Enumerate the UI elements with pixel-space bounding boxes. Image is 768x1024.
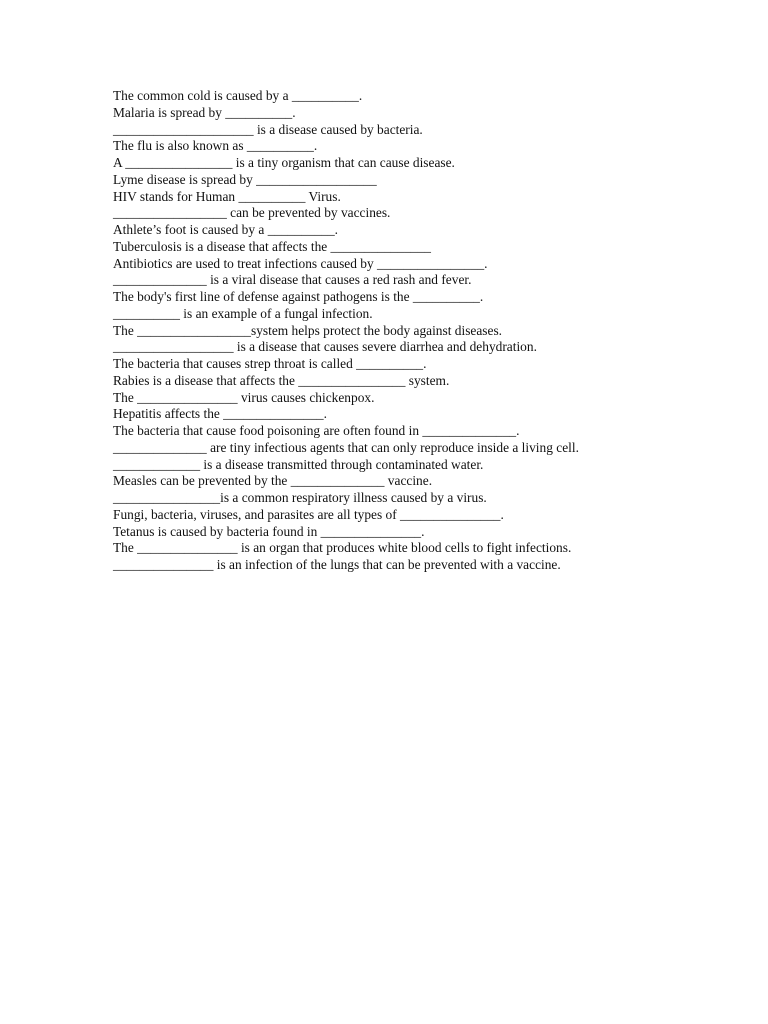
question-line: ______________ are tiny infectious agents that can only reproduce inside a living cell.: [113, 439, 579, 455]
question-line: ________________is a common respiratory illness caused by a virus.: [113, 490, 487, 505]
question-line: ______________ is a viral disease that causes a red rash and fever.: [113, 272, 472, 288]
question-line: Hepatitis affects the _______________.: [113, 406, 327, 422]
question-line: Malaria is spread by __________.: [113, 104, 296, 120]
question-line: Tuberculosis is a disease that affects the _______________: [113, 238, 431, 254]
question-line: Athlete’s foot is caused by a __________.: [113, 222, 338, 237]
question-line: HIV stands for Human __________ Virus.: [113, 188, 341, 204]
question-line: Tetanus is caused by bacteria found in _______________.: [113, 523, 425, 539]
question-line: The bacteria that causes strep throat is called __________.: [113, 356, 427, 371]
question-line: Fungi, bacteria, viruses, and parasites are all types of _______________.: [113, 506, 504, 522]
question-line: The flu is also known as __________.: [113, 138, 318, 154]
question-line: The _______________ is an organ that produces white blood cells to fight infections.: [113, 540, 572, 556]
question-line: _____________ is a disease transmitted through contaminated water.: [113, 456, 484, 472]
question-line: Lyme disease is spread by __________________: [113, 171, 377, 187]
question-line: The _________________system helps protect the body against diseases.: [113, 322, 503, 338]
question-line: _____________________ is a disease caused by bacteria.: [113, 121, 423, 137]
fill-in-the-blank-list: [113, 88, 713, 574]
question-line: The body's first line of defense against pathogens is the __________.: [113, 289, 484, 304]
question-line: The bacteria that cause food poisoning are often found in ______________.: [113, 423, 520, 438]
question-line: __________________ is a disease that causes severe diarrhea and dehydration.: [113, 339, 537, 355]
question-line: A ________________ is a tiny organism that can cause disease.: [113, 155, 455, 170]
question-line: Rabies is a disease that affects the ________________ system.: [113, 372, 450, 388]
question-line: Measles can be prevented by the ______________ vaccine.: [113, 473, 433, 489]
question-line: _________________ can be prevented by vaccines.: [113, 205, 391, 221]
question-line: _______________ is an infection of the lungs that can be prevented with a vaccine.: [113, 557, 561, 572]
question-line: The _______________ virus causes chickenpox.: [113, 389, 375, 405]
question-line: Antibiotics are used to treat infections caused by ________________.: [113, 255, 488, 271]
question-line: The common cold is caused by a __________.: [113, 88, 363, 103]
question-line: __________ is an example of a fungal infection.: [113, 305, 373, 321]
